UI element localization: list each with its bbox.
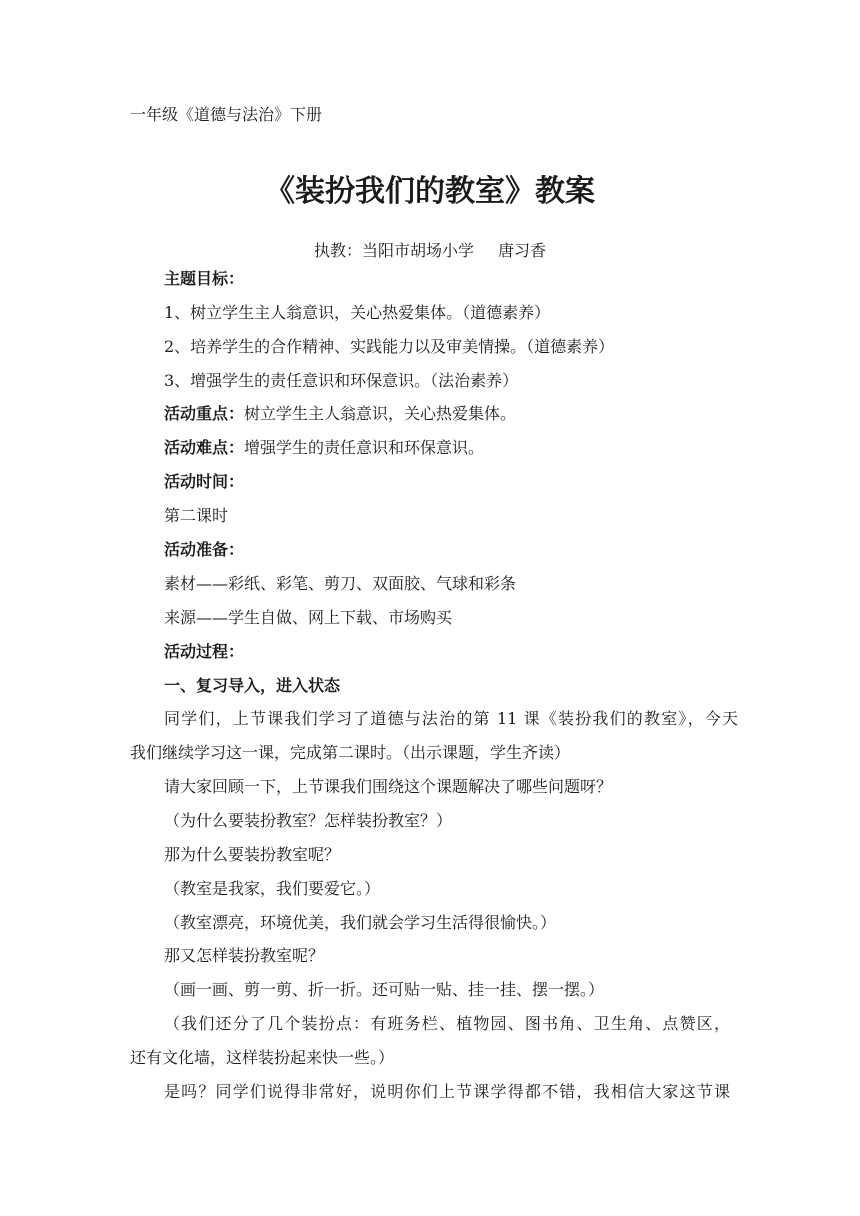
key-point-text: 树立学生主人翁意识，关心热爱集体。: [244, 404, 517, 423]
prep-item-sources: 来源——学生自做、网上下载、市场购买: [164, 608, 453, 627]
goals-heading: 主题目标：: [164, 269, 245, 288]
grade-line: 一年级《道德与法治》下册: [130, 105, 323, 124]
answer-2a: （教室是我家，我们要爱它。）: [164, 879, 381, 898]
key-point-line: [164, 403, 516, 425]
time-text: 第二课时: [164, 506, 229, 525]
answer-2b: （教室漂亮，环境优美，我们就会学习生活得很愉快。）: [164, 913, 557, 932]
author-label: 执教：当阳市胡场小学: [313, 241, 474, 260]
difficulty-label: 活动难点：: [164, 438, 245, 457]
answer-3a: （画一画、剪一剪、折一折。还可贴一贴、挂一挂、摆一摆。）: [164, 980, 605, 999]
goal-item-2: 2、培养学生的合作精神、实践能力以及审美情操。（道德素养）: [164, 337, 615, 356]
goal-item-3: 3、增强学生的责任意识和环保意识。（法治素养）: [164, 371, 519, 390]
question-3: 那又怎样装扮教室呢？: [164, 946, 325, 965]
section-1-heading: 一、复习导入，进入状态: [164, 676, 341, 695]
document-title: 《装扮我们的教室》教案: [265, 174, 595, 209]
question-1: 请大家回顾一下，上节课我们围绕这个课题解决了哪些问题呀？: [164, 777, 613, 796]
author-name: 唐习香: [498, 241, 547, 260]
answer-1: （为什么要装扮教室？怎样装扮教室？）: [164, 811, 453, 830]
difficulty-line: [164, 437, 484, 459]
answer-3b-line-1: （我们还分了几个装扮点：有班务栏、植物园、图书角、卫生角、点赞区，: [164, 1014, 730, 1033]
process-heading: 活动过程：: [164, 642, 245, 661]
time-heading: 活动时间：: [164, 472, 245, 491]
difficulty-text: 增强学生的责任意识和环保意识。: [244, 438, 485, 457]
author-line: [0, 240, 860, 262]
paragraph-1-line-1: 同学们，上节课我们学习了道德与法治的第 11 课《装扮我们的教室》，今天: [164, 709, 738, 728]
prep-item-materials: 素材——彩纸、彩笔、剪刀、双面胶、气球和彩条: [164, 574, 517, 593]
prep-heading: 活动准备：: [164, 540, 245, 559]
key-point-label: 活动重点：: [164, 404, 245, 423]
paragraph-1-line-2: 我们继续学习这一课，完成第二课时。（出示课题，学生齐读）: [130, 743, 571, 762]
question-2: 那为什么要装扮教室呢？: [164, 845, 341, 864]
goal-item-1: 1、树立学生主人翁意识，关心热爱集体。（道德素养）: [164, 303, 551, 322]
answer-3b-line-2: 还有文化墙，这样装扮起来快一些。）: [130, 1048, 395, 1067]
closing-line: 是吗？同学们说得非常好，说明你们上节课学得都不错，我相信大家这节课: [164, 1082, 730, 1101]
